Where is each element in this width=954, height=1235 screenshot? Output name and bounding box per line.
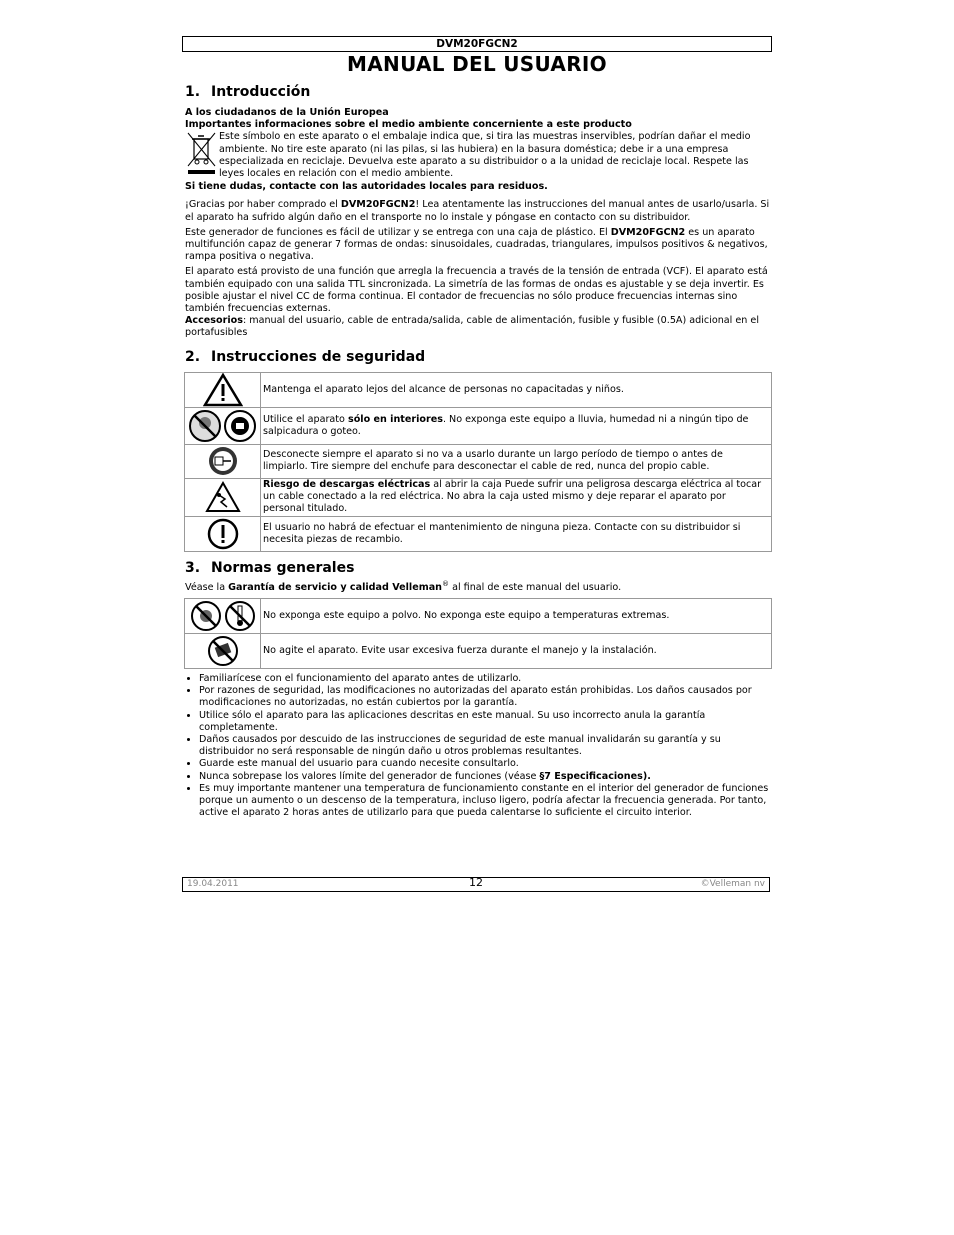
intro-paragraph-2: Este generador de funciones es fácil de utilizar y se entrega con una caja de plástico. El DVM20FGCN2 es un aparato multifunción capaz de generar 7 formas de ondas: sinusoidales, cuadradas, triangulares, impulsos positivos & negativos, rampa positiva o negativa.	[185, 226, 768, 263]
intro-paragraph-1: ¡Gracias por haber comprado el DVM20FGCN2! Lea atentamente las instrucciones del manual antes de usarlo/usarla. Si el aparato ha sufrido algún daño en el transporte no lo instale y póngase en contacto con su distribuidor.	[185, 199, 770, 223]
exclamation-icon	[185, 516, 261, 551]
safety-row	[185, 444, 772, 478]
section-3-heading: 3. Normas generales	[185, 559, 355, 576]
footer-copyright: ©Velleman nv	[700, 879, 765, 889]
weee-notice	[185, 131, 771, 180]
list-item: • Daños causados por descuido de las instrucciones de seguridad de este manual invalidarán su garantía y su distribuidor no será responsable de ningún daño u otros problemas resultantes.	[199, 734, 771, 758]
weee-text: Este símbolo en este aparato o el embalaje indica que, si tira las muestras inservibles, podrían dañar el medio ambiente. No tire este aparato (ni las pilas, si las hubiera) en la basura doméstica; debe ir a una empresa especializada en reciclaje. Devuelva este aparato a su distribuidor o a la unidad de reciclaje local. Respete las leyes locales en relación con el medio ambiente.	[219, 131, 751, 180]
page-content	[185, 84, 771, 819]
section-2-heading: 2. Instrucciones de seguridad	[185, 348, 426, 365]
list-item: • Guarde este manual del usuario para cuando necesite consultarlo.	[199, 758, 771, 770]
safety-text-0: Mantenga el aparato lejos del alcance de personas no capacitadas y niños.	[261, 372, 772, 407]
list-item: • Por razones de seguridad, las modificaciones no autorizadas del aparato están prohibidas. Los daños causados por modificaciones no autorizadas, no están cubiertos por la garantía.	[199, 685, 771, 709]
safety-row	[185, 478, 772, 516]
safety-row	[185, 372, 772, 407]
list-item: • Nunca sobrepase los valores límite del generador de funciones (véase §7 Especificaciones).	[199, 771, 771, 783]
page-number: 12	[469, 876, 483, 889]
rule-row	[185, 599, 772, 634]
rule-row	[185, 634, 772, 669]
accessories-paragraph: Accesorios: manual del usuario, cable de entrada/salida, cable de alimentación, fusible y fusible (0.5A) adicional en el portafusibles	[185, 315, 759, 339]
general-rules-list	[185, 673, 771, 819]
section-1-heading: 1. Introducción	[185, 84, 311, 100]
rule-text-1: No agite el aparato. Evite usar excesiva fuerza durante el manejo y la instalación.	[261, 634, 772, 669]
rule-text-0: No exponga este equipo a polvo. No exponga este equipo a temperaturas extremas.	[261, 599, 772, 634]
safety-row	[185, 516, 772, 551]
eu-heading: A los ciudadanos de la Unión Europea	[185, 107, 389, 118]
crossed-bin-icon	[185, 131, 219, 180]
safety-text-3: Riesgo de descargas eléctricas al abrir la caja Puede sufrir una peligrosa descarga eléctrica al tocar un cable conectado a la red eléctrica. No abra la caja usted mismo y deje reparar el aparato por personal titulado.	[261, 478, 772, 516]
electric-shock-icon	[185, 478, 261, 516]
indoor-only-icon	[185, 407, 261, 444]
footer-date: 19.04.2011	[187, 879, 239, 889]
model-header: DVM20FGCN2	[182, 36, 772, 52]
list-item: • Familiarícese con el funcionamiento del aparato antes de utilizarlo.	[199, 673, 771, 685]
warning-triangle-icon	[185, 372, 261, 407]
safety-text-2: Desconecte siempre el aparato si no va a usarlo durante un largo período de tiempo o antes de limpiarlo. Tire siempre del enchufe para desconectar el cable de red, nunca del propio cable.	[261, 444, 772, 478]
page-footer	[182, 877, 770, 892]
environment-heading: Importantes informaciones sobre el medio ambiente concerniente a este producto	[185, 119, 632, 131]
no-dust-no-temperature-icon	[185, 599, 261, 634]
no-shaking-icon	[185, 634, 261, 669]
general-rules-table	[184, 598, 772, 669]
page-title: MANUAL DEL USUARIO	[347, 52, 607, 76]
intro-paragraph-3: El aparato está provisto de una función que arregla la frecuencia a través de la tensión de entrada (VCF). El aparato está también equipado con una salida TTL sincronizada. La simetría de las formas de ondas es ajustable y se deja invertir. Es posible ajustar el nivel CC de forma continua. El contador de frecuencias no sólo produce frecuencias internas sino también frecuencias externas.	[185, 266, 768, 315]
safety-table	[184, 372, 772, 552]
unplug-icon	[185, 444, 261, 478]
safety-text-4: El usuario no habrá de efectuar el mantenimiento de ninguna pieza. Contacte con su distribuidor si necesita piezas de recambio.	[261, 516, 772, 551]
list-item: • Utilice sólo el aparato para las aplicaciones descritas en este manual. Su uso incorrecto anula la garantía completamente.	[199, 710, 771, 734]
safety-text-1: Utilice el aparato sólo en interiores. No exponga este equipo a lluvia, humedad ni a ningún tipo de salpicadura o goteo.	[261, 407, 772, 444]
warranty-reference: Véase la Garantía de servicio y calidad Velleman® al final de este manual del usuario.	[185, 579, 622, 593]
list-item: • Es muy importante mantener una temperatura de funcionamiento constante en el interior del generador de funciones porque un aumento o un descenso de la temperatura, incluso ligero, podría afectar la frecuencia generada. Por tanto, active el aparato 2 horas antes de utilizarlo para que pueda calentarse lo suficiente el circuito interior.	[199, 783, 771, 820]
contact-authorities: Si tiene dudas, contacte con las autoridades locales para residuos.	[185, 181, 548, 193]
safety-row	[185, 407, 772, 444]
